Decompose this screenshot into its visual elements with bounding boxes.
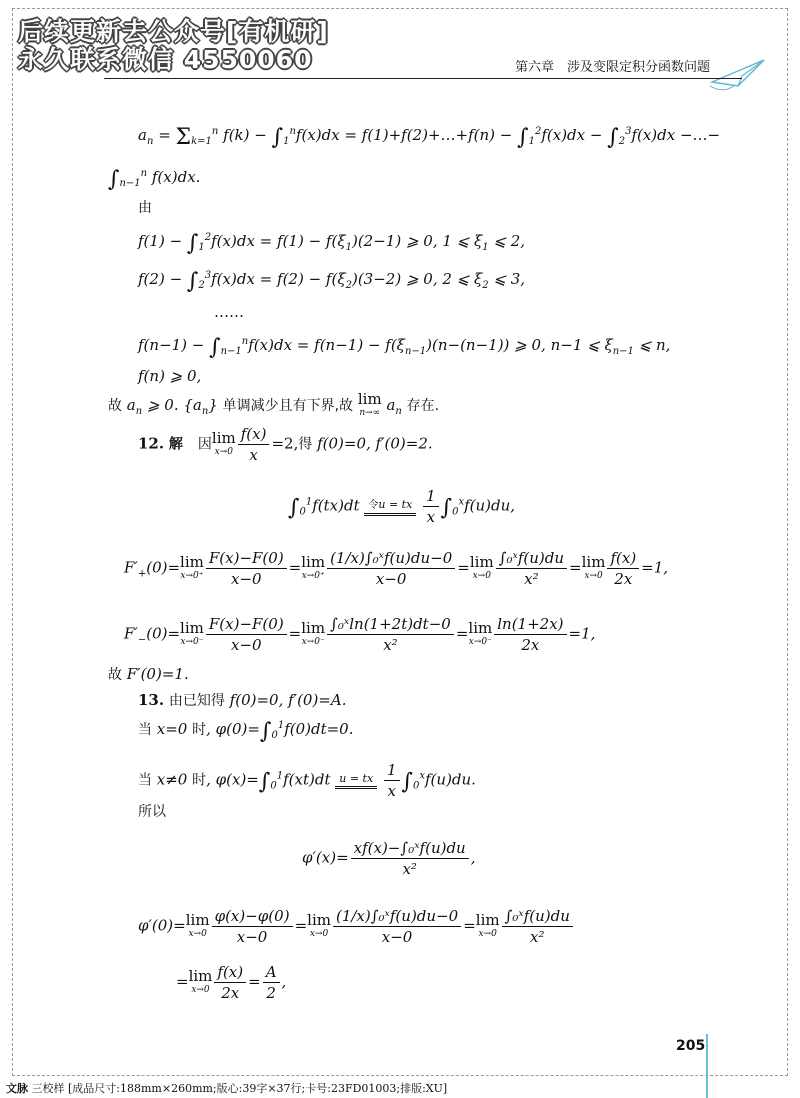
eq-phi-prime-0: φ′(0)=lim x→0 $\frac{\varphi(x)-\varphi(0)}{x-0}$ =lim x→0 $\frac{\text{(1/x)∫₀ˣf(u)du−0}}{x-0}$ =lim x→0 $\frac{\text{∫₀ˣf(u)du}}{\text{x²}}$: [138, 906, 575, 947]
problem-13: 13. 由已知得 f(0)=0, f′(0)=A.: [138, 691, 347, 709]
eq-substitution: $\int_0^1f(tx)dt$ 令u = tx $\frac{1}{x}$ $\int_0^xf(u)du$,: [288, 487, 516, 526]
print-footer: [6, 1080, 447, 1096]
eq-fn: f(n) ⩾ 0,: [138, 367, 202, 385]
eq-fn-1: $f(n-1) - \int_{n-1}^nf(x)dx = f(n-1) - f(\xi_{n-1})(n-(n-1))$ ⩾ 0, n−1 ⩽ $\xi_{n-1}$ ⩽ n,: [138, 335, 671, 360]
problem-12: 12. 解 因lim x→0 $\frac{f(x)}{x}$ =2,得 f(0)=0, f′(0)=2.: [138, 425, 433, 464]
eq-phi-0: 当 x=0 时, $\varphi(0)=\int_0^1f(0)dt=0$.: [138, 719, 354, 744]
footer-brand: 文脉: [6, 1082, 28, 1095]
eq-f2: $f(2) - \int_2^3f(x)dx = f(2) - f(\xi_2)(3-2)$ ⩾ 0, 2 ⩽ $\xi_2$ ⩽ 3,: [138, 269, 526, 294]
header-rule: [104, 78, 742, 79]
watermark-line-1: 后续更新去公众号[有机研]: [18, 17, 329, 46]
chapter-header: 第六章 涉及变限定积分函数问题: [514, 60, 710, 75]
eq-a-n: $a_n = \Sigma_{k=1}^n$ $f(k) - \int_1^nf(x)dx$ = f(1)+f(2)+…+f(n) − $\int_1^2f(x)dx - \int_2^3f(x)dx$ −…−: [138, 125, 721, 150]
footer-info: 三校样 [成品尺寸:188mm×260mm;版心:39字×37行;卡号:23FD01003;排版:XU]: [31, 1082, 448, 1095]
eq-phi-prime-0-result: =lim x→0 $\frac{f(x)}{2x}$ = $\frac{A}{2}$ ,: [176, 963, 287, 1002]
page-number-rule: [706, 1034, 708, 1098]
watermark-line-2: 永久联系微信 4550060: [18, 45, 313, 74]
conclusion-12: 故 F′(0)=1.: [108, 665, 189, 683]
text-you: 由: [138, 200, 152, 216]
paper-plane-icon: [708, 56, 768, 92]
eq-right-derivative: $F'_+(0)=\lim$ x→0⁺ $\frac{F(x)-F(0)}{x-0}$ =lim x→0⁺ $\frac{\text{(1/x)∫₀ˣf(u)du−0}}{x-0}$ =lim x→0 $\frac{\text{∫₀ˣf(u)du}}{\text{x²}}$ =lim x→0 $\frac{f(x)}{2x}$ =1,: [124, 549, 669, 588]
eq-f1: $f(1) - \int_1^2f(x)dx = f(1) - f(\xi_1)(2-1)$ ⩾ 0, 1 ⩽ $\xi_1$ ⩽ 2,: [138, 231, 526, 256]
eq-phi-prime-x: φ′(x)= $\frac{\text{xf(x)−∫₀ˣf(u)du}}{\text{x²}}$ ,: [302, 839, 476, 878]
text-suoyi: 所以: [138, 804, 166, 820]
eq-left-derivative: $F'_-(0)=\lim$ x→0⁻ $\frac{F(x)-F(0)}{x-0}$ =lim x→0⁻ $\frac{\text{∫₀ˣln(1+2t)dt−0}}{\text{x²}}$ =lim x→0⁻ $\frac{\ln(1+2x)}{2x}$ =1,: [124, 615, 596, 654]
eq-phi-x: 当 x≠0 时, $\varphi(x)=\int_0^1f(xt)dt$ u = tx $\frac{1}{x}$ $\int_0^xf(u)du$.: [138, 761, 476, 800]
ellipsis: ……: [214, 303, 244, 321]
eq-tail-integral: $\int_{n-1}^n$ f(x)dx.: [108, 167, 201, 192]
page-number: 205: [676, 1038, 706, 1054]
conclusion-11: 故 $a_n$ ⩾ 0. $\{a_n\}$ 单调减少且有下界,故 lim n→∞ $a_n$ 存在.: [108, 390, 440, 418]
